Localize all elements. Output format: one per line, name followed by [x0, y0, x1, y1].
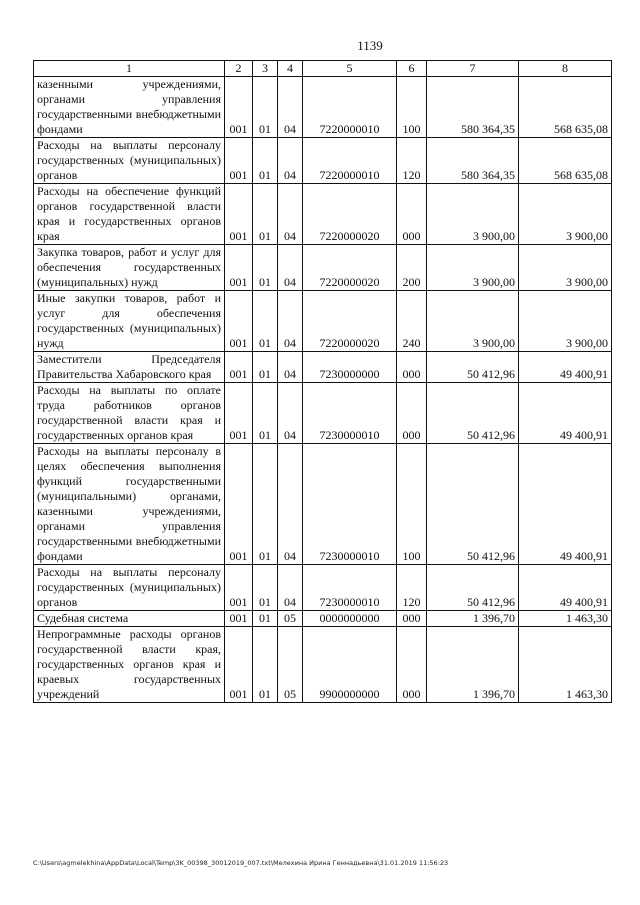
- header-col-2: 2: [225, 61, 253, 77]
- amount-col-7: 3 900,00: [427, 184, 519, 245]
- ministry-code: 001: [225, 444, 253, 565]
- table-row: [34, 291, 612, 352]
- target-article-code: 7230000010: [303, 444, 397, 565]
- expense-type-code: 240: [397, 291, 427, 352]
- row-description: Расходы на выплаты по оплате труда работников органов государственной власти края и государственных органов края: [34, 383, 225, 444]
- amount-col-8: 3 900,00: [519, 245, 612, 291]
- table-row: [34, 627, 612, 703]
- table-row: [34, 352, 612, 383]
- section-code: 01: [253, 444, 278, 565]
- section-code: 01: [253, 627, 278, 703]
- ministry-code: 001: [225, 138, 253, 184]
- row-description: Непрограммные расходы органов государственной власти края, государственных органов края и краевых государственных учреждений: [34, 627, 225, 703]
- target-article-code: 7220000020: [303, 245, 397, 291]
- table-row: [34, 184, 612, 245]
- ministry-code: 001: [225, 565, 253, 611]
- section-code: 01: [253, 383, 278, 444]
- row-description: казенными учреждениями, органами управления государственными внебюджетными фондами: [34, 77, 225, 138]
- ministry-code: 001: [225, 627, 253, 703]
- expense-type-code: 120: [397, 138, 427, 184]
- table-row: [34, 138, 612, 184]
- ministry-code: 001: [225, 184, 253, 245]
- ministry-code: 001: [225, 383, 253, 444]
- section-code: 01: [253, 138, 278, 184]
- target-article-code: 0000000000: [303, 611, 397, 627]
- row-description: Расходы на выплаты персоналу государственных (муниципальных) органов: [34, 138, 225, 184]
- target-article-code: 7230000000: [303, 352, 397, 383]
- header-col-3: 3: [253, 61, 278, 77]
- amount-col-8: 3 900,00: [519, 184, 612, 245]
- subsection-code: 04: [278, 245, 303, 291]
- amount-col-7: 580 364,35: [427, 77, 519, 138]
- section-code: 01: [253, 611, 278, 627]
- table-row: [34, 611, 612, 627]
- subsection-code: 05: [278, 627, 303, 703]
- subsection-code: 05: [278, 611, 303, 627]
- expense-type-code: 100: [397, 77, 427, 138]
- expense-type-code: 000: [397, 611, 427, 627]
- amount-col-7: 3 900,00: [427, 291, 519, 352]
- amount-col-8: 49 400,91: [519, 383, 612, 444]
- table-row: [34, 77, 612, 138]
- target-article-code: 9900000000: [303, 627, 397, 703]
- amount-col-7: 50 412,96: [427, 352, 519, 383]
- subsection-code: 04: [278, 444, 303, 565]
- header-col-7: 7: [427, 61, 519, 77]
- target-article-code: 7220000020: [303, 291, 397, 352]
- section-code: 01: [253, 184, 278, 245]
- expense-type-code: 000: [397, 627, 427, 703]
- page-number: 1139: [357, 38, 383, 53]
- subsection-code: 04: [278, 291, 303, 352]
- table-header-row: [34, 61, 612, 77]
- row-description: Расходы на выплаты персоналу в целях обеспечения выполнения функций государственными (муниципальными) органами, казенными учреждениями, органами управления государственными внебюджетными фондами: [34, 444, 225, 565]
- amount-col-8: 1 463,30: [519, 611, 612, 627]
- amount-col-8: 49 400,91: [519, 352, 612, 383]
- header-col-5: 5: [303, 61, 397, 77]
- ministry-code: 001: [225, 291, 253, 352]
- amount-col-7: 1 396,70: [427, 611, 519, 627]
- amount-col-7: 50 412,96: [427, 565, 519, 611]
- subsection-code: 04: [278, 352, 303, 383]
- header-col-1: 1: [34, 61, 225, 77]
- section-code: 01: [253, 77, 278, 138]
- table-body: [34, 77, 612, 703]
- amount-col-8: 3 900,00: [519, 291, 612, 352]
- amount-col-7: 3 900,00: [427, 245, 519, 291]
- subsection-code: 04: [278, 77, 303, 138]
- target-article-code: 7220000010: [303, 77, 397, 138]
- amount-col-8: 49 400,91: [519, 565, 612, 611]
- row-description: Судебная система: [34, 611, 225, 627]
- subsection-code: 04: [278, 383, 303, 444]
- amount-col-8: 1 463,30: [519, 627, 612, 703]
- header-col-4: 4: [278, 61, 303, 77]
- budget-table: [33, 60, 612, 703]
- ministry-code: 001: [225, 352, 253, 383]
- target-article-code: 7220000020: [303, 184, 397, 245]
- row-description: Заместители Председателя Правительства Хабаровского края: [34, 352, 225, 383]
- table-row: [34, 444, 612, 565]
- header-col-6: 6: [397, 61, 427, 77]
- expense-type-code: 000: [397, 184, 427, 245]
- amount-col-8: 568 635,08: [519, 138, 612, 184]
- row-description: Закупка товаров, работ и услуг для обеспечения государственных (муниципальных) нужд: [34, 245, 225, 291]
- amount-col-8: 568 635,08: [519, 77, 612, 138]
- ministry-code: 001: [225, 245, 253, 291]
- target-article-code: 7230000010: [303, 565, 397, 611]
- target-article-code: 7220000010: [303, 138, 397, 184]
- ministry-code: 001: [225, 611, 253, 627]
- row-description: Расходы на обеспечение функций органов государственной власти края и государственных органов края: [34, 184, 225, 245]
- table-row: [34, 383, 612, 444]
- table-row: [34, 565, 612, 611]
- section-code: 01: [253, 565, 278, 611]
- ministry-code: 001: [225, 77, 253, 138]
- amount-col-7: 1 396,70: [427, 627, 519, 703]
- section-code: 01: [253, 291, 278, 352]
- subsection-code: 04: [278, 565, 303, 611]
- table-row: [34, 245, 612, 291]
- header-col-8: 8: [519, 61, 612, 77]
- expense-type-code: 000: [397, 352, 427, 383]
- expense-type-code: 000: [397, 383, 427, 444]
- expense-type-code: 120: [397, 565, 427, 611]
- amount-col-7: 50 412,96: [427, 444, 519, 565]
- amount-col-7: 580 364,35: [427, 138, 519, 184]
- section-code: 01: [253, 245, 278, 291]
- expense-type-code: 200: [397, 245, 427, 291]
- section-code: 01: [253, 352, 278, 383]
- subsection-code: 04: [278, 184, 303, 245]
- file-path-footer: C:\Users\agmelekhina\AppData\Local\Temp\3K_00398_30012019_007.txt\Мелехина Ирина Геннадьевна\31.01.2019 11:56:23: [33, 859, 449, 867]
- expense-type-code: 100: [397, 444, 427, 565]
- amount-col-8: 49 400,91: [519, 444, 612, 565]
- subsection-code: 04: [278, 138, 303, 184]
- row-description: Иные закупки товаров, работ и услуг для обеспечения государственных (муниципальных) нужд: [34, 291, 225, 352]
- target-article-code: 7230000010: [303, 383, 397, 444]
- row-description: Расходы на выплаты персоналу государственных (муниципальных) органов: [34, 565, 225, 611]
- amount-col-7: 50 412,96: [427, 383, 519, 444]
